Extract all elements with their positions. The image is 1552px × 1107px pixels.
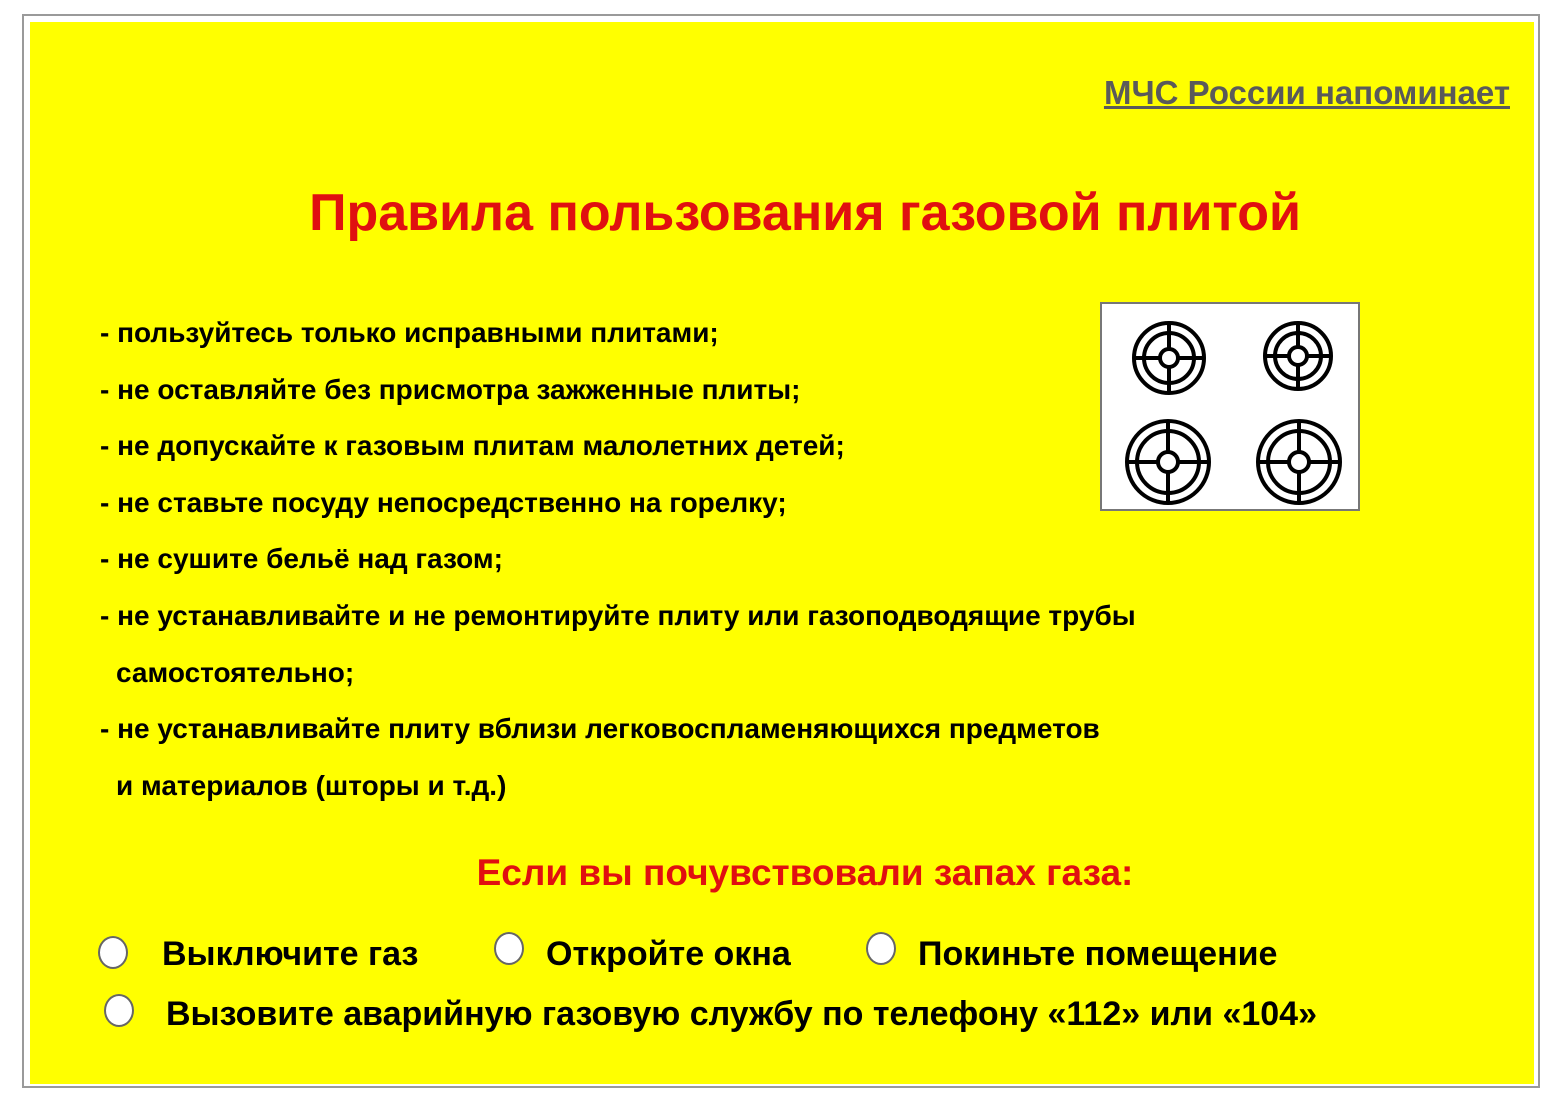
rule-item: - не оставляйте без присмотра зажженные плиты;	[100, 373, 801, 405]
rule-item: - пользуйтесь только исправными плитами;	[100, 317, 719, 348]
rule-item-continuation: самостоятельно;	[116, 656, 355, 688]
action-call-emergency: Вызовите аварийную газовую службу по телефону «112» или «104»	[166, 995, 1317, 1033]
stove-burners	[1102, 304, 1358, 509]
gas-stove-icon	[1100, 302, 1360, 511]
poster-title: Правила пользования газовой плитой	[309, 184, 1301, 242]
action-open-windows: Откройте окна	[546, 935, 791, 973]
mchs-header: МЧС России напоминает	[1103, 74, 1510, 111]
rule-item: - не допускайте к газовым плитам малолетних детей;	[100, 430, 845, 462]
rule-item-continuation: и материалов (шторы и т.д.)	[116, 769, 507, 801]
bullet-circle-icon	[866, 932, 896, 965]
rule-item: - не устанавливайте плиту вблизи легковоспламеняющихся предметов	[100, 713, 1100, 745]
burner-icon	[1127, 421, 1209, 503]
burner-icon	[1265, 323, 1331, 389]
bullet-circle-icon	[104, 994, 134, 1027]
rule-item: - не устанавливайте и не ремонтируйте плиту или газоподводящие трубы	[100, 599, 1136, 631]
action-leave-room: Покиньте помещение	[918, 935, 1278, 973]
burner-icon	[1134, 323, 1204, 393]
bullet-circle-icon	[98, 936, 128, 969]
bullet-circle-icon	[494, 932, 524, 965]
action-turn-off-gas: Выключите газ	[162, 935, 419, 973]
rule-item: - не сушите бельё над газом;	[100, 543, 503, 575]
burner-icon	[1258, 421, 1340, 503]
gas-smell-heading: Если вы почувствовали запах газа:	[476, 852, 1134, 893]
rule-item: - не ставьте посуду непосредственно на горелку;	[100, 486, 787, 518]
